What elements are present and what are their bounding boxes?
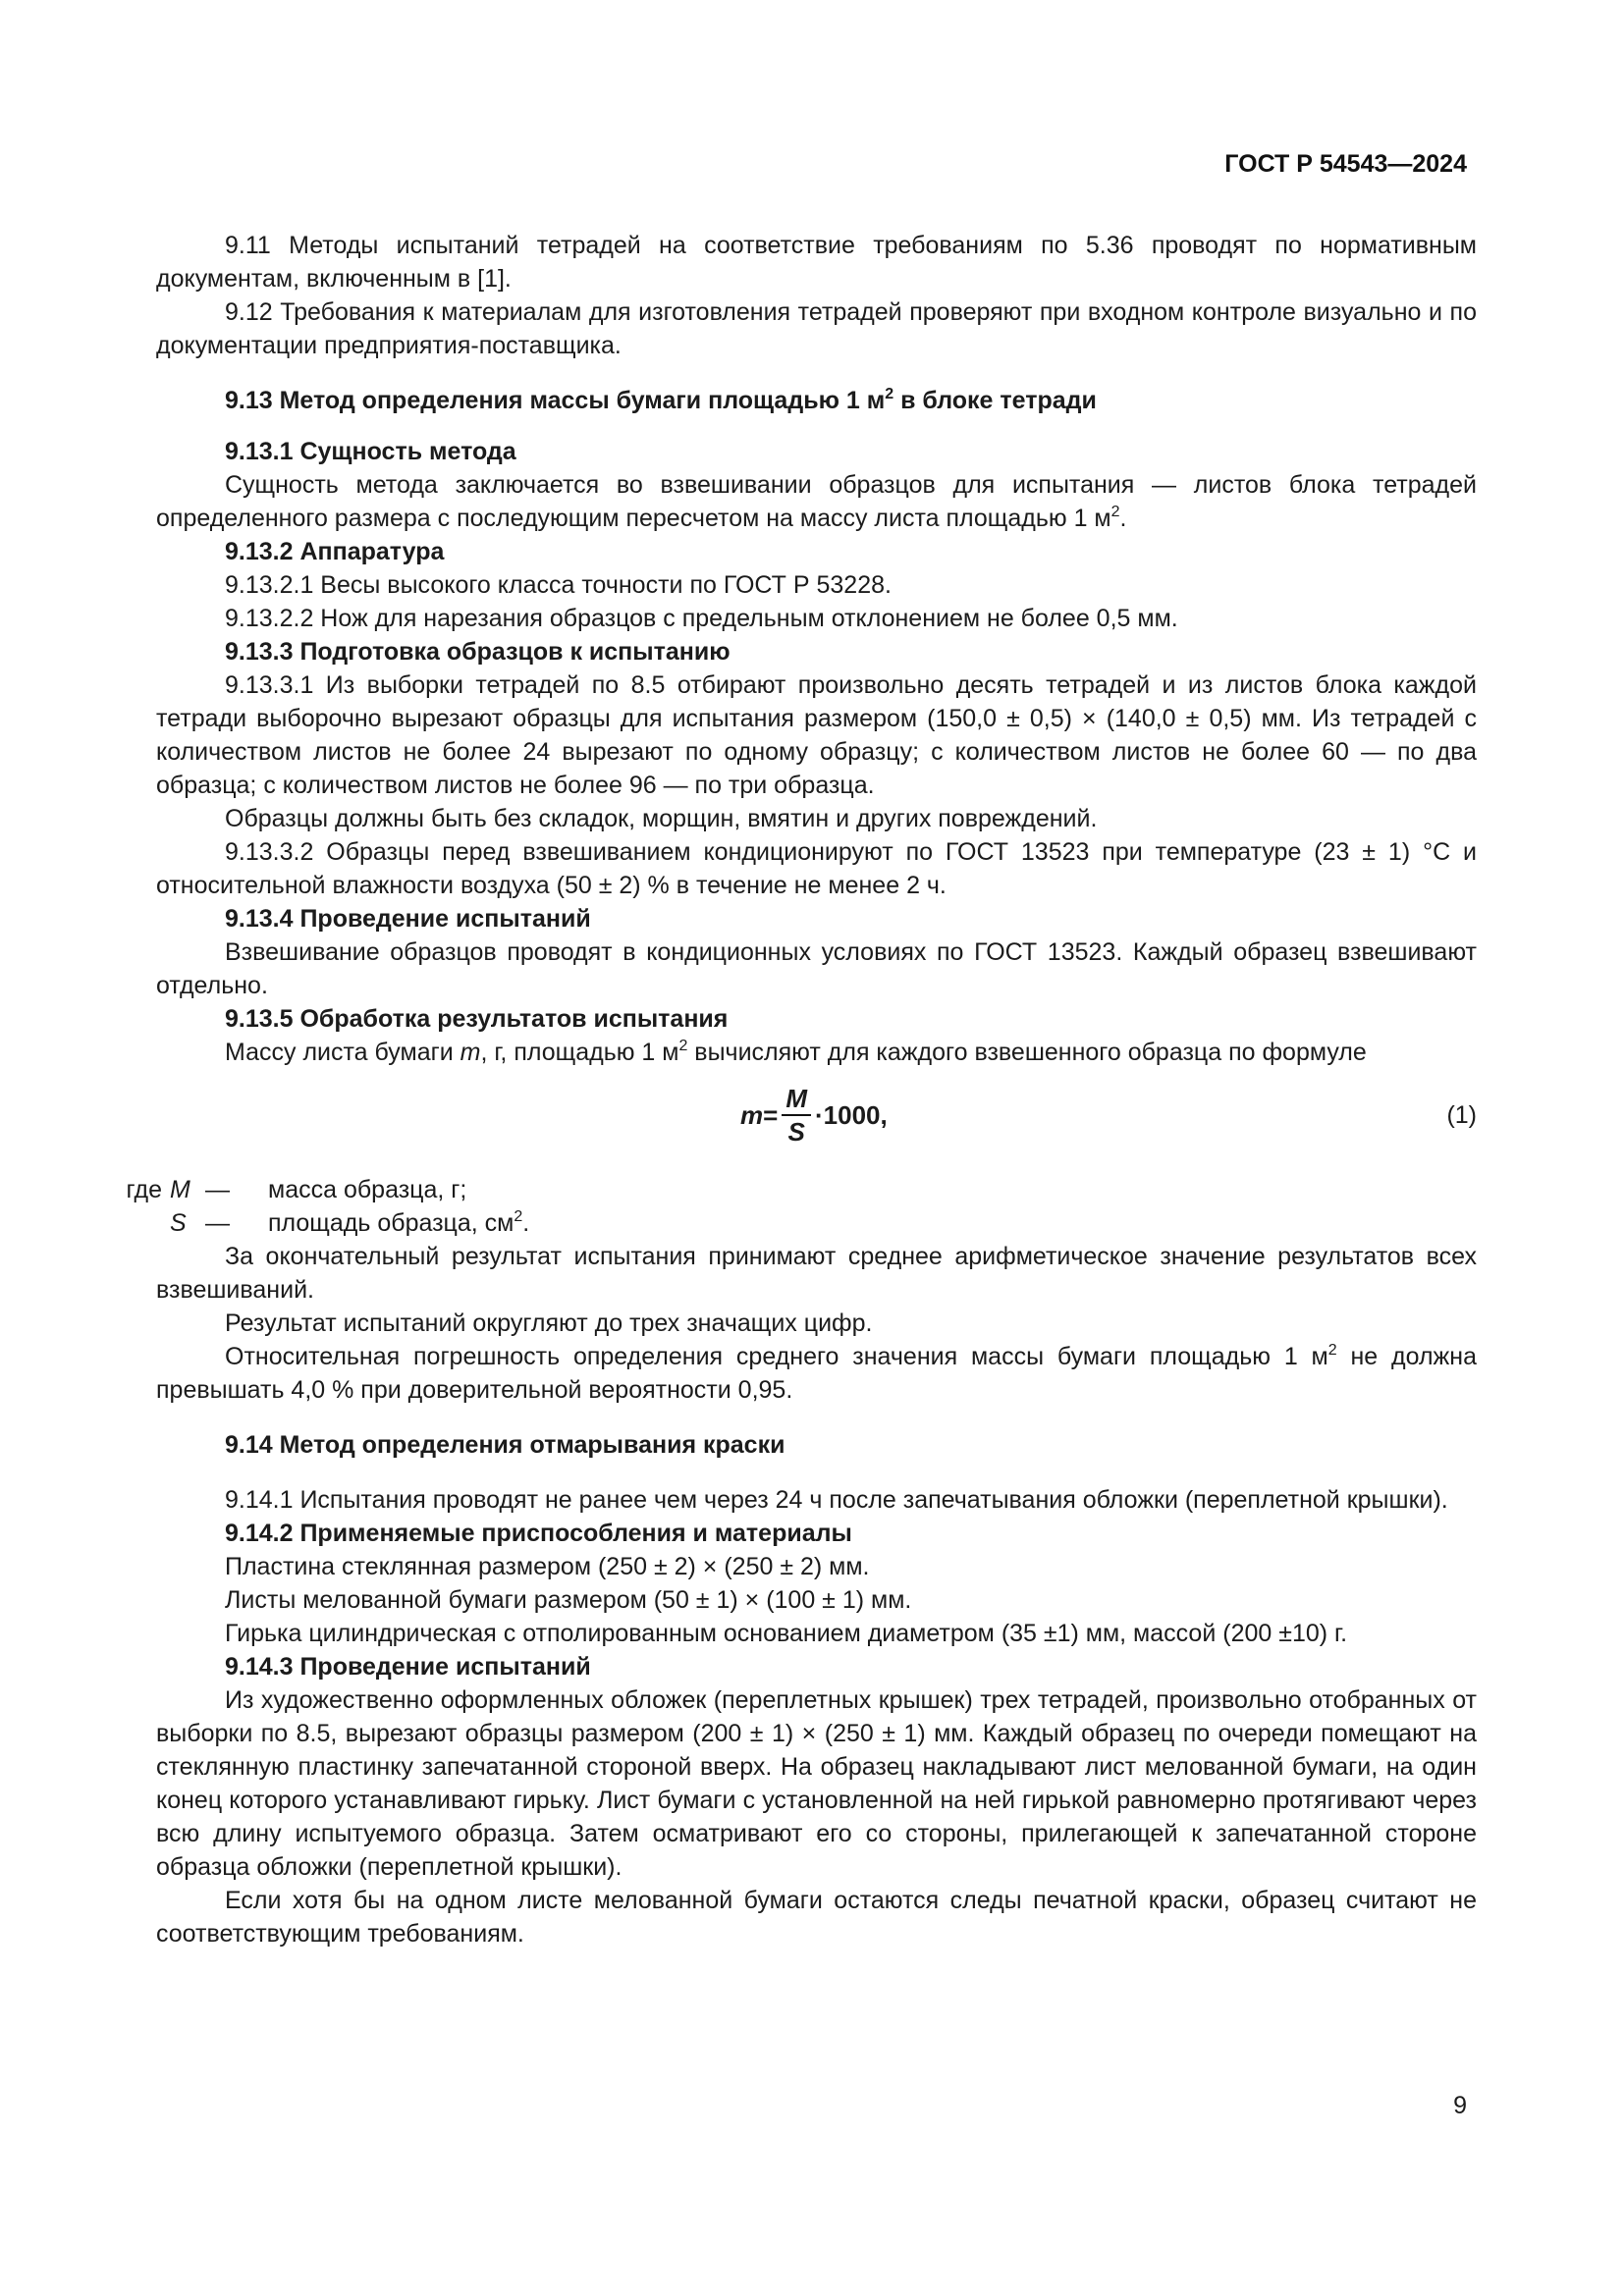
legend-dash: — (205, 1209, 230, 1237)
page-content (126, 229, 1477, 1950)
formula-legend (101, 1173, 1477, 1240)
paragraph-9-12: 9.12 Требования к материалам для изготовления тетрадей проверяют при входном контроле визуально и по документации предприятия-поставщика. (156, 298, 1477, 359)
heading-9-13-4: 9.13.4 Проведение испытаний (225, 905, 591, 933)
paragraph-weight: Гирька цилиндрическая с отполированным основанием диаметром (35 ±1) мм, массой (200 ±10) г. (225, 1620, 1348, 1647)
paragraph-9-14-3-procedure: Из художественно оформленных обложек (переплетных крышек) трех тетрадей, произвольно отобранных от выборки по 8.5, вырезают образцы размером (200 ± 1) × (250 ± 1) мм. Каждый образец по очереди помещают на стеклянную пластинку запечатанной стороной вверх. На образец накладывают лист мелованной бумаги, на один конец которого устанавливают гирьку. Лист бумаги с установленной на ней гирькой равномерно протягивают через всю длину испытуемого образца. Затем осматривают его со стороны, прилегающей к запечатанной стороне образца обложки (переплетной крышки). (156, 1686, 1477, 1881)
paragraph-error: Относительная погрешность определения среднего значения массы бумаги площадью 1 $м^2$ не должна превышать 4,0 % при доверительной вероятности 0,95. (156, 1341, 1477, 1404)
legend-row-m (101, 1173, 1477, 1206)
paragraph-9-14-1: 9.14.1 Испытания проводят не ранее чем через 24 ч после запечатывания обложки (переплетной крышки). (225, 1486, 1448, 1514)
legend-row-s (101, 1206, 1477, 1240)
paragraph-glass-plate: Пластина стеклянная размером (250 ± 2) × (250 ± 2) мм. (225, 1553, 870, 1580)
heading-9-14-2: 9.14.2 Применяемые приспособления и материалы (225, 1520, 852, 1547)
formula-block (156, 1081, 1477, 1165)
paragraph-9-13-3-1: 9.13.3.1 Из выборки тетрадей по 8.5 отбирают произвольно десять тетрадей и из листов блока каждой тетради выборочно вырезают образцы для испытания размером (150,0 ± 0,5) × (140,0 ± 0,5) мм. Из тетрадей с количеством листов не более 24 вырезают по одному образцу; с количеством листов не более 60 — по два образца; с количеством листов не более 96 — по три образца. (156, 671, 1477, 799)
paragraph-9-11: 9.11 Методы испытаний тетрадей на соответствие требованиям по 5.36 проводят по нормативным документам, включенным в [1]. (156, 232, 1477, 293)
paragraph-9-13-3-2: 9.13.3.2 Образцы перед взвешиванием кондиционируют по ГОСТ 13523 при температуре (23 ± 1) °С и относительной влажности воздуха (50 ± 2) % в течение не менее 2 ч. (156, 838, 1477, 899)
heading-9-13-1: 9.13.1 Сущность метода (225, 438, 516, 465)
mass-formula (740, 1081, 888, 1149)
legend-symbol-s: S (170, 1209, 187, 1237)
paragraph-9-13-2-1: 9.13.2.1 Весы высокого класса точности по ГОСТ Р 53228. (225, 571, 892, 599)
standard-code-header: ГОСТ Р 54543—2024 (1224, 150, 1467, 178)
formula-number: (1) (1446, 1101, 1477, 1129)
paragraph-9-13-5: Массу листа бумаги m, г, площадью 1 $м^2$ вычисляют для каждого взвешенного образца по формуле (225, 1037, 1367, 1066)
page-number: 9 (1453, 2092, 1467, 2119)
paragraph-coated-paper: Листы мелованной бумаги размером (50 ± 1) × (100 ± 1) мм. (225, 1586, 912, 1614)
heading-9-13-3: 9.13.3 Подготовка образцов к испытанию (225, 638, 731, 666)
paragraph-9-13-1: Сущность метода заключается во взвешивании образцов для испытания — листов блока тетрадей определенного размера с последующим пересчетом на массу листа площадью 1 $м^2$. (156, 471, 1477, 532)
section-9-13-title: 9.13 Метод определения массы бумаги площадью 1 $м^2$ в блоке тетради (225, 385, 1097, 414)
formula-multiplier: ·1000, (814, 1100, 888, 1130)
heading-9-14-3: 9.14.3 Проведение испытаний (225, 1653, 591, 1681)
legend-intro: где (126, 1176, 162, 1203)
paragraph-9-13-3-1-note: Образцы должны быть без складок, морщин, вмятин и других повреждений. (225, 805, 1098, 832)
paragraph-9-14-3-criterion: Если хотя бы на одном листе мелованной бумаги остаются следы печатной краски, образец считают не соответствующим требованиям. (156, 1887, 1477, 1948)
formula-equals: = (763, 1100, 779, 1130)
paragraph-rounding: Результат испытаний округляют до трех значащих цифр. (225, 1309, 873, 1337)
paragraph-9-13-4: Взвешивание образцов проводят в кондиционных условиях по ГОСТ 13523. Каждый образец взвешивают отдельно. (156, 938, 1477, 999)
legend-symbol-m: M (170, 1176, 190, 1203)
formula-denominator: S (787, 1117, 805, 1147)
formula-fraction (782, 1085, 811, 1146)
section-9-14-title: 9.14 Метод определения отмарывания краски (225, 1431, 785, 1459)
formula-numerator: M (782, 1085, 811, 1116)
legend-text-m: масса образца, г; (268, 1176, 467, 1203)
legend-dash: — (205, 1176, 230, 1203)
paragraph-result: За окончательный результат испытания принимают среднее арифметическое значение результатов всех взвешиваний. (156, 1243, 1477, 1304)
formula-lhs: m (740, 1100, 764, 1130)
paragraph-9-13-2-2: 9.13.2.2 Нож для нарезания образцов с предельным отклонением не более 0,5 мм. (225, 605, 1178, 632)
heading-9-13-2: 9.13.2 Аппаратура (225, 538, 445, 565)
heading-9-13-5: 9.13.5 Обработка результатов испытания (225, 1005, 729, 1033)
legend-text-s: площадь образца, $см^2$. (268, 1207, 530, 1237)
